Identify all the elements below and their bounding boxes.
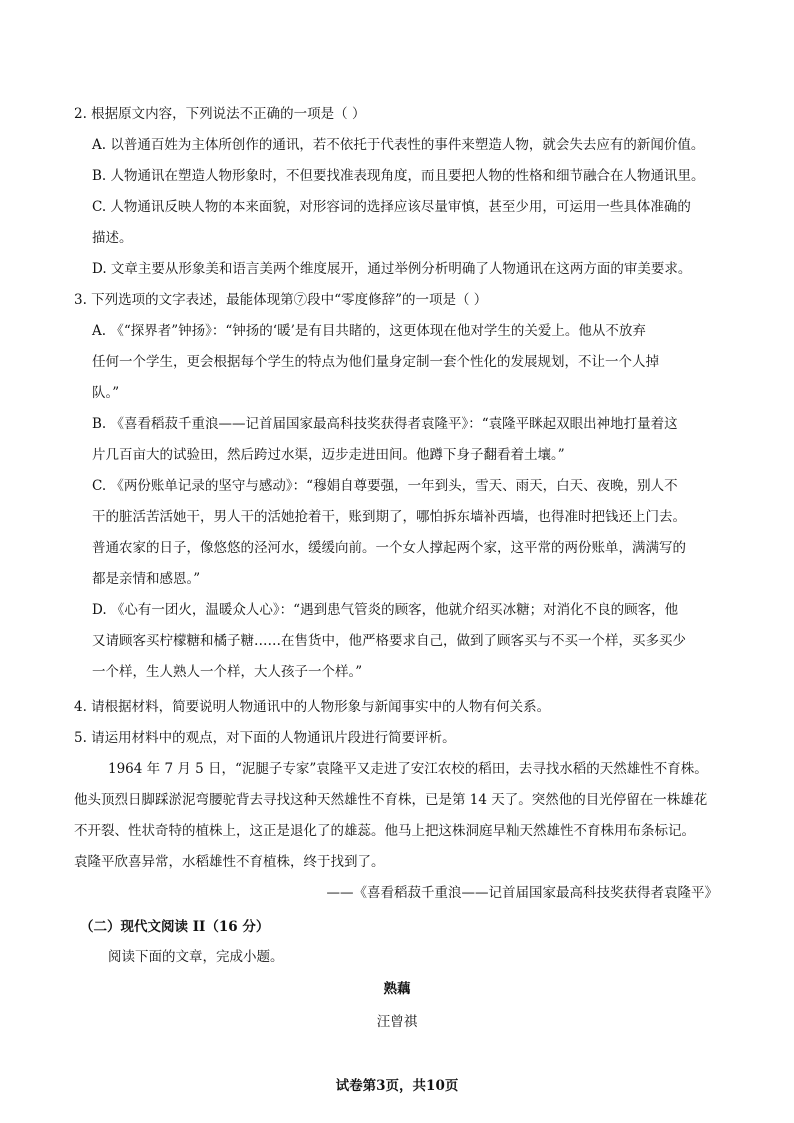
q3-option-c-line4: 都是亲情和感恩。” [92,571,201,587]
page-footer: 试卷第3页，共10页 [335,1078,459,1094]
excerpt-line1: 1964 年 7 月 5 日，“泥腿子专家”袁隆平又走进了安江农校的稻田，去寻找水稻的天然雄性不育株。 [108,761,708,777]
q3-option-c-line2: 干的脏活苦活她干，男人干的活她抢着干，账到期了，哪怕拆东墙补西墙，也得准时把钱还上门去。 [92,509,686,525]
q2-option-a: A. 以普通百姓为主体所创作的通讯，若不依托于代表性的事件来塑造人物，就会失去应有的新闻价值。 [92,137,705,153]
excerpt-source: ——《喜看稻菽千重浪——记首届国家最高科技奖获得者袁隆平》 [326,885,718,901]
q3-option-d-line2: 又请顾客买柠檬糖和橘子糖……在售货中，他严格要求自己，做到了顾客买与不买一个样，买多买少 [92,633,686,649]
q3-option-b-line2: 片几百亩大的试验田，然后跨过水渠，迈步走进田间。他蹲下身子翻看着土壤。” [92,447,565,463]
excerpt-line4: 袁隆平欣喜异常，水稻雄性不育植株，终于找到了。 [74,854,385,870]
q2-stem: 2. 根据原文内容，下列说法不正确的一项是（ ） [74,106,366,122]
q3-option-d-line3: 一个样，生人熟人一个样，大人孩子一个样。” [92,664,363,680]
q5-stem: 5. 请运用材料中的观点，对下面的人物通讯片段进行简要评析。 [74,730,456,746]
q3-option-a-line1: A. 《“探界者”钟扬》：“钟扬的‘暖’是有目共睹的，这更体现在他对学生的关爱上。他从不放弃 [92,323,646,339]
article-author: 汪曾祺 [376,1014,418,1030]
q3-option-b-line1: B. 《喜看稻菽千重浪——记首届国家最高科技奖获得者袁隆平》：“袁隆平眯起双眼出神地打量着这 [92,416,678,432]
q3-stem: 3. 下列选项的文字表述，最能体现第⑦段中“零度修辞”的一项是（ ） [74,292,488,308]
article-title: 熟藕 [383,981,411,997]
q2-option-c: C. 人物通讯反映人物的本来面貌，对形容词的选择应该尽量审慎，甚至少用，可运用一些具体准确的 [92,199,691,215]
section2-heading: （二）现代文阅读 II（16 分） [80,919,270,935]
q3-option-d-line1: D. 《心有一团火，温暖众人心》：“遇到患气管炎的顾客，他就介绍买冰糖；对消化不良的顾客，他 [92,602,679,618]
q3-option-c-line3: 普通农家的日子，像悠悠的泾河水，缓缓向前。一个女人撑起两个家，这平常的两份账单，满满写的 [92,540,686,556]
q3-option-a-line3: 队。” [92,385,120,401]
excerpt-line3: 不开裂、性状奇特的植株上，这正是退化了的雄蕊。他马上把这株洞庭早籼天然雄性不育株用布条标记。 [74,823,695,839]
section2-instruction: 阅读下面的文章，完成小题。 [108,949,284,965]
q2-option-c-cont: 描述。 [92,230,133,246]
q2-option-b: B. 人物通讯在塑造人物形象时，不但要找准表现角度，而且要把人物的性格和细节融合在人物通讯里。 [92,168,705,184]
q3-option-a-line2: 任何一个学生，更会根据每个学生的特点为他们量身定制一套个性化的发展规划，不让一个人掉 [92,354,659,370]
q4-stem: 4. 请根据材料，简要说明人物通讯中的人物形象与新闻事实中的人物有何关系。 [74,699,551,715]
q2-option-d: D. 文章主要从形象美和语言美两个维度展开，通过举例分析明确了人物通讯在这两方面的审美要求。 [92,261,692,277]
excerpt-line2: 他头顶烈日脚踩淤泥弯腰驼背去寻找这种天然雄性不育株，已是第 14 天了。突然他的目光停留在一株雄花 [74,792,708,808]
q3-option-c-line1: C. 《两份账单记录的坚守与感动》：“穆娟自尊要强，一年到头，雪天、雨天，白天、夜晚，别人不 [92,478,678,494]
